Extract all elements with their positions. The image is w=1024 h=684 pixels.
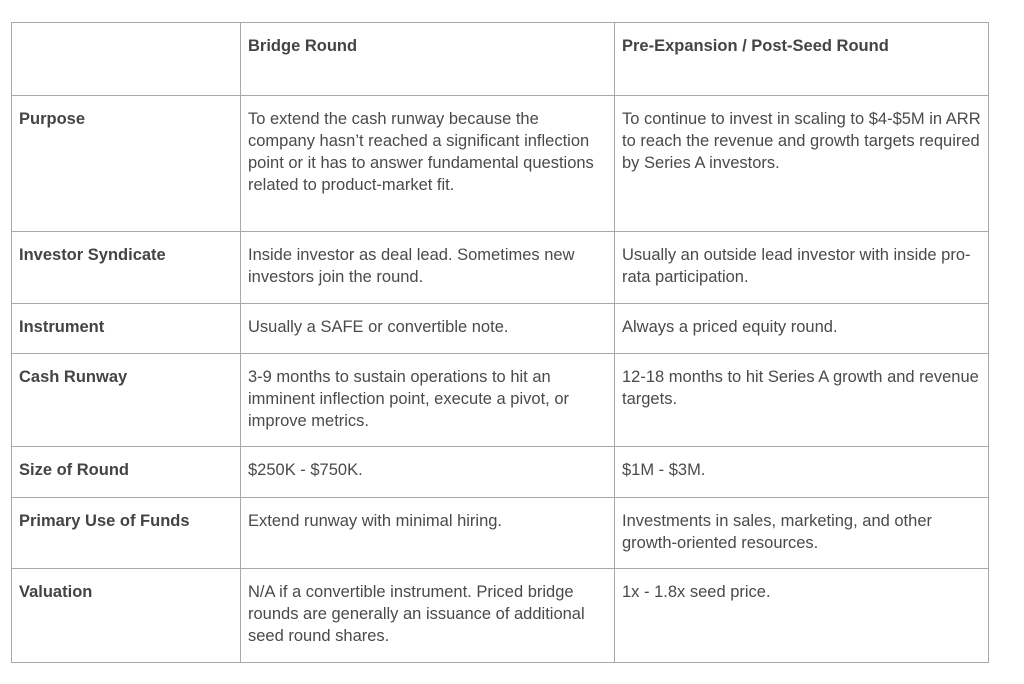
bridge-cell: N/A if a convertible instrument. Priced bridge rounds are generally an issuance of additional seed round shares. (241, 569, 615, 663)
post-seed-cell: 12-18 months to hit Series A growth and revenue targets. (615, 354, 989, 447)
table-row-instrument (12, 304, 989, 354)
row-label: Instrument (12, 304, 241, 354)
post-seed-cell: 1x - 1.8x seed price. (615, 569, 989, 663)
row-label: Valuation (12, 569, 241, 663)
post-seed-cell: To continue to invest in scaling to $4-$5M in ARR to reach the revenue and growth targets required by Series A investors. (615, 96, 989, 232)
table-row-size-of-round (12, 447, 989, 498)
table-row-purpose (12, 96, 989, 232)
post-seed-cell: $1M - $3M. (615, 447, 989, 498)
post-seed-cell: Investments in sales, marketing, and other growth-oriented resources. (615, 498, 989, 569)
header-empty-cell (12, 23, 241, 96)
table-row-cash-runway (12, 354, 989, 447)
table-row-valuation (12, 569, 989, 663)
row-label: Size of Round (12, 447, 241, 498)
table-row-investor-syndicate (12, 232, 989, 304)
row-label: Primary Use of Funds (12, 498, 241, 569)
bridge-cell: To extend the cash runway because the company hasn’t reached a significant inflection point or it has to answer fundamental questions related to product-market fit. (241, 96, 615, 232)
bridge-cell: Extend runway with minimal hiring. (241, 498, 615, 569)
table-header-row (12, 23, 989, 96)
row-label: Cash Runway (12, 354, 241, 447)
header-bridge-round: Bridge Round (241, 23, 615, 96)
bridge-cell: 3-9 months to sustain operations to hit an imminent inflection point, execute a pivot, or improve metrics. (241, 354, 615, 447)
bridge-cell: Inside investor as deal lead. Sometimes new investors join the round. (241, 232, 615, 304)
row-label: Investor Syndicate (12, 232, 241, 304)
bridge-cell: Usually a SAFE or convertible note. (241, 304, 615, 354)
post-seed-cell: Usually an outside lead investor with inside pro-rata participation. (615, 232, 989, 304)
funding-round-comparison-table (11, 22, 989, 663)
post-seed-cell: Always a priced equity round. (615, 304, 989, 354)
row-label: Purpose (12, 96, 241, 232)
header-post-seed-round: Pre-Expansion / Post-Seed Round (615, 23, 989, 96)
table-row-primary-use-of-funds (12, 498, 989, 569)
bridge-cell: $250K - $750K. (241, 447, 615, 498)
